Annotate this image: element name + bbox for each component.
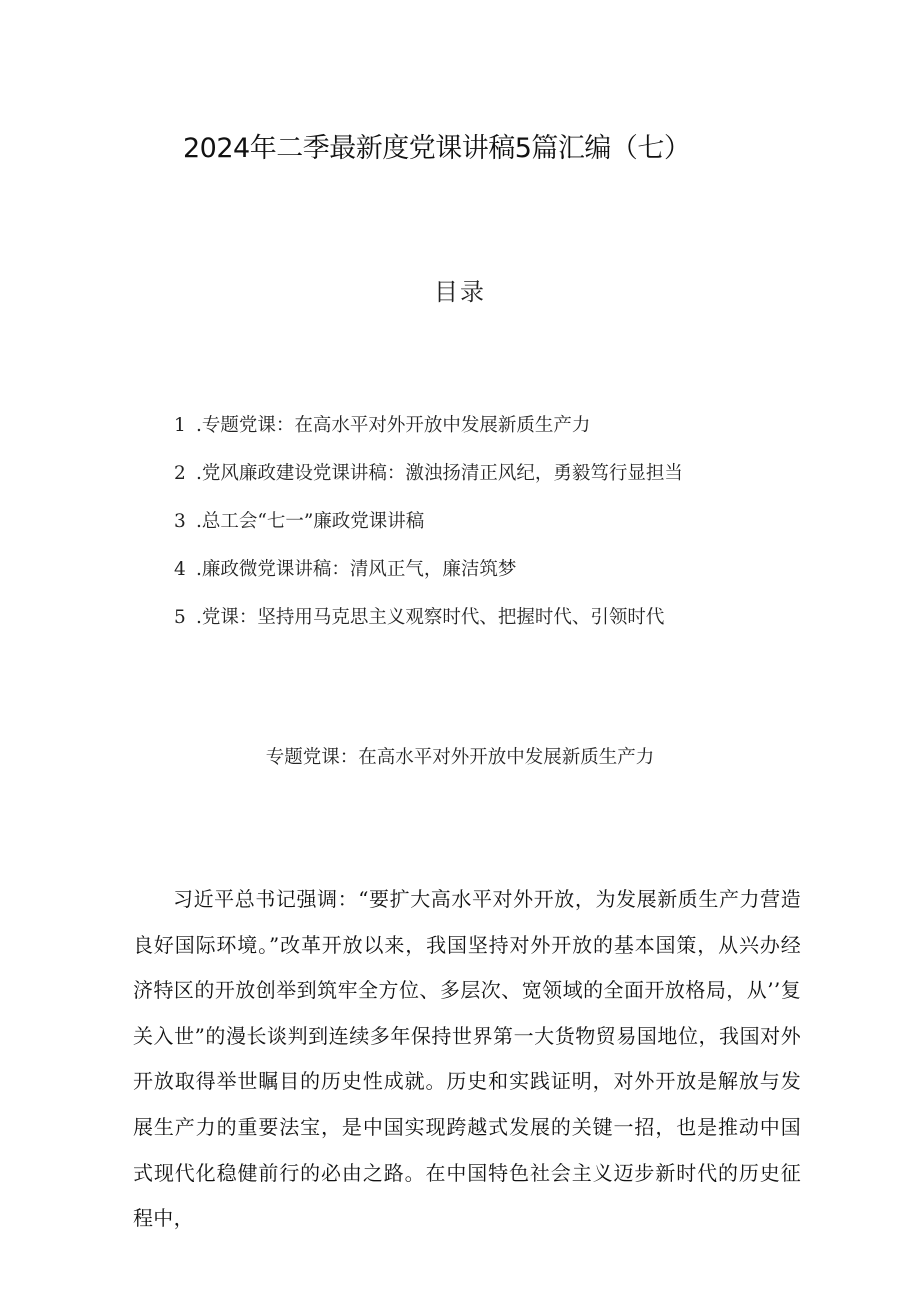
toc-item-number: 1: [174, 415, 186, 436]
toc-item: [174, 508, 683, 556]
toc-item-number: 4: [174, 559, 186, 580]
body-paragraph: 习近平总书记强调：“要扩大高水平对外开放，为发展新质生产力营造良好国际环境。”改革开放以来，我国坚持对外开放的基本国策，从兴办经济特区的开放创举到筑牢全方位、多层次、宽领域的全面开放格局，从’’复关入世”的漫长谈判到连续多年保持世界第一大货物贸易国地位，我国对外开放取得举世瞩目的历史性成就。历史和实践证明，对外开放是解放与发展生产力的重要法宝，是中国实现跨越式发展的关键一招，也是推动中国式现代化稳健前行的必由之路。在中国特色社会主义迈步新时代的历史征程中，: [133, 887, 801, 1231]
toc-item-number: 3: [174, 511, 186, 532]
document-title: 2024年二季最新度党课讲稿5篇汇编（七）: [183, 133, 691, 164]
toc-item-text: .党风廉政建设党课讲稿：激浊扬清正风纪，勇毅笃行显担当: [196, 463, 683, 484]
toc-item-text: .廉政微党课讲稿：清风正气，廉洁筑梦: [196, 559, 517, 580]
toc-item-text: .专题党课：在高水平对外开放中发展新质生产力: [196, 415, 591, 436]
toc-heading: 目录: [434, 278, 486, 306]
toc-item-number: 2: [174, 463, 186, 484]
toc-item-text: .总工会“七一”廉政党课讲稿: [196, 511, 425, 532]
toc-item-number: 5: [174, 607, 186, 628]
section-heading: 专题党课：在高水平对外开放中发展新质生产力: [265, 747, 655, 768]
toc-item: [174, 604, 683, 652]
toc-item: [174, 460, 683, 508]
toc-item-text: .党课：坚持用马克思主义观察时代、把握时代、引领时代: [196, 607, 665, 628]
toc-item: [174, 556, 683, 604]
table-of-contents: [174, 412, 683, 652]
toc-item: [174, 412, 683, 460]
